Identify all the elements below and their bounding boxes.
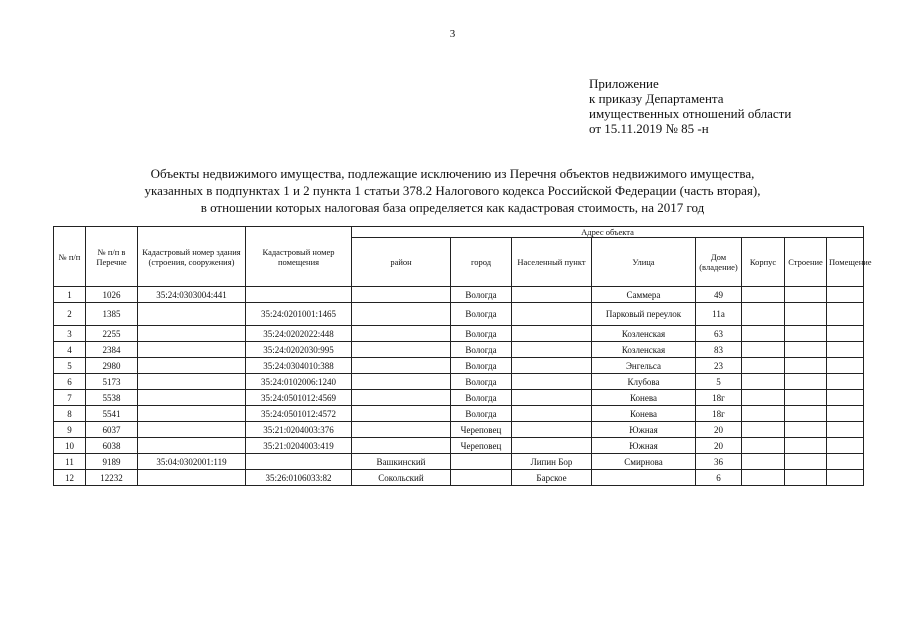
cell-room bbox=[827, 470, 864, 486]
cell-city: Вологда bbox=[451, 374, 512, 390]
table-row bbox=[54, 374, 864, 390]
cell-settlement bbox=[512, 438, 592, 454]
table-row bbox=[54, 390, 864, 406]
cell-district bbox=[352, 422, 451, 438]
cell-num: 2 bbox=[54, 303, 86, 326]
cell-street: Клубова bbox=[592, 374, 696, 390]
cell-street: Парковый переулок bbox=[592, 303, 696, 326]
cell-settlement: Липин Бор bbox=[512, 454, 592, 470]
cell-street: Конева bbox=[592, 390, 696, 406]
document-title bbox=[40, 165, 865, 216]
cell-city: Вологда bbox=[451, 358, 512, 374]
cell-building bbox=[785, 303, 827, 326]
cell-list-num: 2384 bbox=[86, 342, 138, 358]
cell-building bbox=[785, 470, 827, 486]
cell-list-num: 2980 bbox=[86, 358, 138, 374]
cell-city bbox=[451, 470, 512, 486]
cell-korpus bbox=[742, 390, 785, 406]
cell-room bbox=[827, 454, 864, 470]
cell-korpus bbox=[742, 342, 785, 358]
cell-room-cadastral: 35:24:0202022:448 bbox=[246, 326, 352, 342]
cell-building-cadastral bbox=[138, 374, 246, 390]
cell-street: Энгельса bbox=[592, 358, 696, 374]
header-district: район bbox=[352, 238, 451, 287]
cell-district bbox=[352, 358, 451, 374]
cell-room-cadastral bbox=[246, 287, 352, 303]
header-list-num: № п/п в Перечне bbox=[86, 227, 138, 287]
cell-num: 12 bbox=[54, 470, 86, 486]
header-settlement: Населенный пункт bbox=[512, 238, 592, 287]
table-row bbox=[54, 342, 864, 358]
cell-city bbox=[451, 454, 512, 470]
cell-num: 3 bbox=[54, 326, 86, 342]
cell-room-cadastral: 35:26:0106033:82 bbox=[246, 470, 352, 486]
cell-num: 11 bbox=[54, 454, 86, 470]
cell-building-cadastral bbox=[138, 358, 246, 374]
cell-house: 6 bbox=[696, 470, 742, 486]
cell-building-cadastral bbox=[138, 438, 246, 454]
table-row bbox=[54, 406, 864, 422]
cell-building-cadastral bbox=[138, 303, 246, 326]
header-street: Улица bbox=[592, 238, 696, 287]
cell-building bbox=[785, 422, 827, 438]
cell-building-cadastral bbox=[138, 470, 246, 486]
cell-building-cadastral bbox=[138, 326, 246, 342]
cell-settlement bbox=[512, 342, 592, 358]
cell-house: 36 bbox=[696, 454, 742, 470]
cell-korpus bbox=[742, 326, 785, 342]
cell-settlement: Барское bbox=[512, 470, 592, 486]
cell-building bbox=[785, 342, 827, 358]
cell-street: Южная bbox=[592, 422, 696, 438]
cell-settlement bbox=[512, 287, 592, 303]
cell-list-num: 6038 bbox=[86, 438, 138, 454]
cell-room-cadastral: 35:24:0202030:995 bbox=[246, 342, 352, 358]
cell-num: 10 bbox=[54, 438, 86, 454]
cell-korpus bbox=[742, 358, 785, 374]
cell-city: Вологда bbox=[451, 390, 512, 406]
cell-settlement bbox=[512, 358, 592, 374]
cell-district bbox=[352, 390, 451, 406]
cell-num: 8 bbox=[54, 406, 86, 422]
cell-house: 18г bbox=[696, 406, 742, 422]
cell-settlement bbox=[512, 326, 592, 342]
cell-city: Вологда bbox=[451, 287, 512, 303]
appendix-line: к приказу Департамента bbox=[589, 91, 724, 106]
cell-house: 11а bbox=[696, 303, 742, 326]
cell-room bbox=[827, 358, 864, 374]
title-line: указанных в подпунктах 1 и 2 пункта 1 статьи 378.2 Налогового кодекса Российской Федерации (часть вторая), bbox=[144, 183, 761, 198]
cell-building-cadastral: 35:24:0303004:441 bbox=[138, 287, 246, 303]
header-room: Помещение bbox=[827, 238, 864, 287]
table-row bbox=[54, 358, 864, 374]
header-city: город bbox=[451, 238, 512, 287]
table-row bbox=[54, 438, 864, 454]
cell-korpus bbox=[742, 406, 785, 422]
cell-district bbox=[352, 342, 451, 358]
cell-building bbox=[785, 374, 827, 390]
cell-street: Конева bbox=[592, 406, 696, 422]
cell-room-cadastral: 35:24:0201001:1465 bbox=[246, 303, 352, 326]
appendix-line: Приложение bbox=[589, 76, 659, 91]
cell-list-num: 9189 bbox=[86, 454, 138, 470]
cell-city: Вологда bbox=[451, 406, 512, 422]
cell-building bbox=[785, 358, 827, 374]
header-room-cadastral: Кадастровый номер помещения bbox=[246, 227, 352, 287]
cell-room bbox=[827, 438, 864, 454]
cell-num: 4 bbox=[54, 342, 86, 358]
cell-settlement bbox=[512, 406, 592, 422]
cell-house: 83 bbox=[696, 342, 742, 358]
cell-room bbox=[827, 422, 864, 438]
cell-district: Вашкинский bbox=[352, 454, 451, 470]
cell-district bbox=[352, 374, 451, 390]
cell-num: 7 bbox=[54, 390, 86, 406]
cell-city: Вологда bbox=[451, 326, 512, 342]
cell-room bbox=[827, 287, 864, 303]
cell-room-cadastral: 35:21:0204003:376 bbox=[246, 422, 352, 438]
cell-city: Вологда bbox=[451, 303, 512, 326]
cell-korpus bbox=[742, 422, 785, 438]
cell-room-cadastral: 35:24:0102006:1240 bbox=[246, 374, 352, 390]
cell-korpus bbox=[742, 438, 785, 454]
cell-korpus bbox=[742, 470, 785, 486]
cell-building-cadastral bbox=[138, 342, 246, 358]
cell-city: Вологда bbox=[451, 342, 512, 358]
table-row bbox=[54, 470, 864, 486]
cell-building bbox=[785, 326, 827, 342]
cell-district bbox=[352, 287, 451, 303]
cell-list-num: 2255 bbox=[86, 326, 138, 342]
cell-korpus bbox=[742, 303, 785, 326]
cell-num: 9 bbox=[54, 422, 86, 438]
header-building: Строение bbox=[785, 238, 827, 287]
header-house: Дом (владение) bbox=[696, 238, 742, 287]
cell-house: 23 bbox=[696, 358, 742, 374]
cell-street: Саммера bbox=[592, 287, 696, 303]
objects-table bbox=[53, 226, 872, 486]
cell-district bbox=[352, 326, 451, 342]
cell-street: Смирнова bbox=[592, 454, 696, 470]
table-row bbox=[54, 422, 864, 438]
cell-building-cadastral bbox=[138, 422, 246, 438]
table-row bbox=[54, 287, 864, 303]
header-building-cadastral: Кадастровый номер здания (строения, сооружения) bbox=[138, 227, 246, 287]
cell-room-cadastral: 35:24:0501012:4569 bbox=[246, 390, 352, 406]
cell-list-num: 1026 bbox=[86, 287, 138, 303]
cell-building bbox=[785, 438, 827, 454]
cell-settlement bbox=[512, 374, 592, 390]
header-korpus: Корпус bbox=[742, 238, 785, 287]
table-row bbox=[54, 326, 864, 342]
cell-city: Череповец bbox=[451, 422, 512, 438]
appendix-block bbox=[589, 76, 791, 136]
cell-room bbox=[827, 406, 864, 422]
cell-settlement bbox=[512, 390, 592, 406]
cell-list-num: 5173 bbox=[86, 374, 138, 390]
cell-room-cadastral: 35:24:0501012:4572 bbox=[246, 406, 352, 422]
cell-building-cadastral bbox=[138, 390, 246, 406]
cell-house: 20 bbox=[696, 438, 742, 454]
cell-settlement bbox=[512, 303, 592, 326]
cell-list-num: 12232 bbox=[86, 470, 138, 486]
cell-building-cadastral bbox=[138, 406, 246, 422]
cell-street bbox=[592, 470, 696, 486]
cell-building bbox=[785, 406, 827, 422]
cell-korpus bbox=[742, 287, 785, 303]
cell-house: 20 bbox=[696, 422, 742, 438]
cell-building bbox=[785, 454, 827, 470]
cell-settlement bbox=[512, 422, 592, 438]
cell-house: 18г bbox=[696, 390, 742, 406]
cell-room-cadastral: 35:21:0204003:419 bbox=[246, 438, 352, 454]
cell-street: Козленская bbox=[592, 342, 696, 358]
cell-room bbox=[827, 374, 864, 390]
cell-district: Сокольский bbox=[352, 470, 451, 486]
cell-num: 6 bbox=[54, 374, 86, 390]
cell-house: 49 bbox=[696, 287, 742, 303]
header-address-group: Адрес объекта bbox=[352, 227, 864, 238]
cell-street: Южная bbox=[592, 438, 696, 454]
cell-room bbox=[827, 390, 864, 406]
cell-list-num: 5538 bbox=[86, 390, 138, 406]
appendix-line: имущественных отношений области bbox=[589, 106, 792, 121]
cell-list-num: 1385 bbox=[86, 303, 138, 326]
cell-room-cadastral bbox=[246, 454, 352, 470]
cell-building bbox=[785, 390, 827, 406]
cell-room bbox=[827, 342, 864, 358]
title-line: в отношении которых налоговая база определяется как кадастровая стоимость, на 2017 год bbox=[200, 200, 705, 215]
cell-room bbox=[827, 303, 864, 326]
title-line: Объекты недвижимого имущества, подлежащие исключению из Перечня объектов недвижимого имущества, bbox=[150, 166, 755, 181]
table-row bbox=[54, 303, 864, 326]
cell-list-num: 5541 bbox=[86, 406, 138, 422]
cell-num: 1 bbox=[54, 287, 86, 303]
cell-korpus bbox=[742, 454, 785, 470]
cell-house: 63 bbox=[696, 326, 742, 342]
cell-house: 5 bbox=[696, 374, 742, 390]
table-row bbox=[54, 454, 864, 470]
appendix-line: от 15.11.2019 № 85 -н bbox=[589, 121, 709, 136]
cell-list-num: 6037 bbox=[86, 422, 138, 438]
page-number: 3 bbox=[449, 28, 456, 40]
cell-korpus bbox=[742, 374, 785, 390]
cell-street: Козленская bbox=[592, 326, 696, 342]
cell-district bbox=[352, 406, 451, 422]
cell-city: Череповец bbox=[451, 438, 512, 454]
cell-room bbox=[827, 326, 864, 342]
cell-district bbox=[352, 303, 451, 326]
cell-district bbox=[352, 438, 451, 454]
cell-building bbox=[785, 287, 827, 303]
cell-building-cadastral: 35:04:0302001:119 bbox=[138, 454, 246, 470]
cell-num: 5 bbox=[54, 358, 86, 374]
cell-room-cadastral: 35:24:0304010:388 bbox=[246, 358, 352, 374]
header-num: № п/п bbox=[54, 227, 86, 287]
